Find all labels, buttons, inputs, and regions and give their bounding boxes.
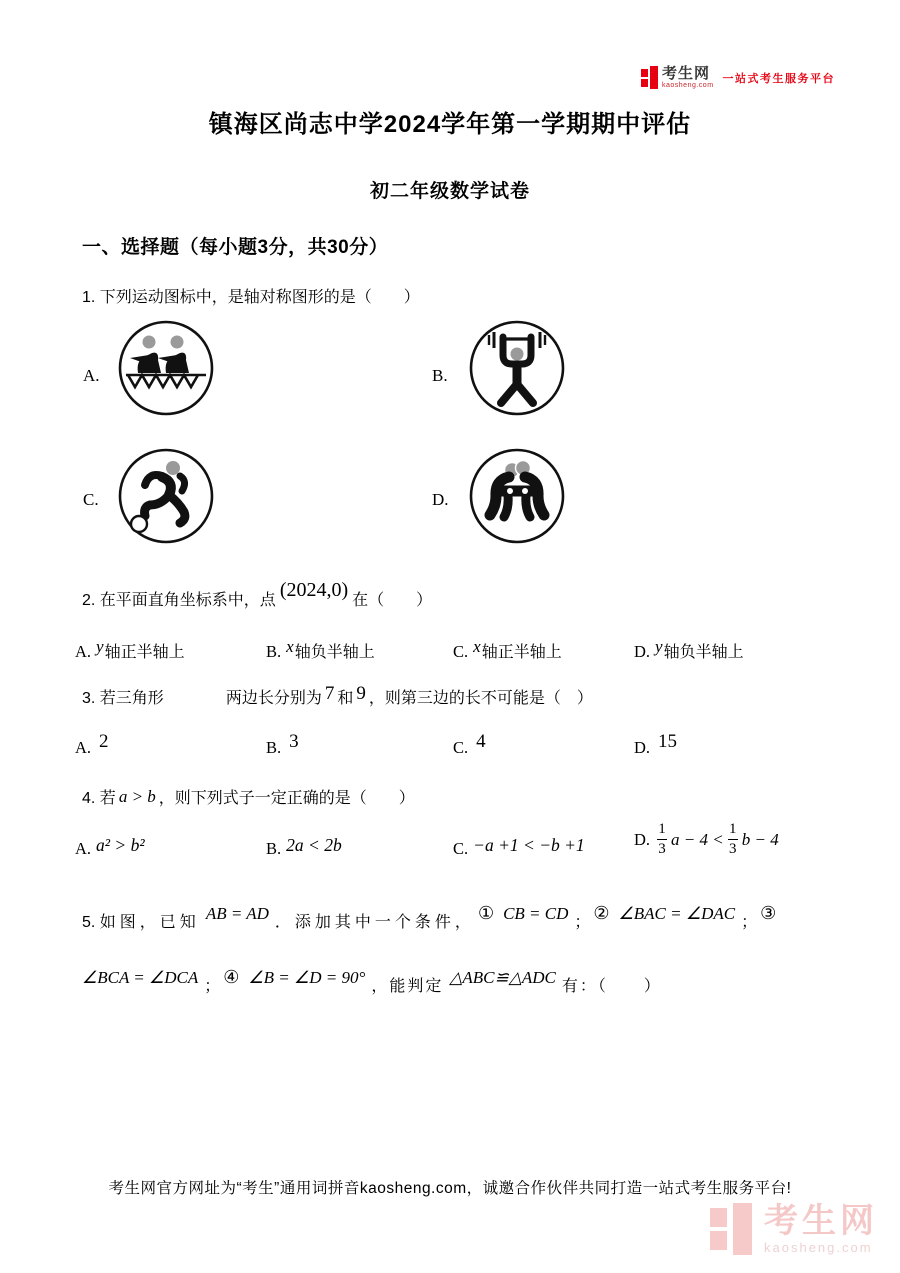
math-expression: a² > b²	[96, 835, 145, 855]
punctuation: ；	[574, 914, 591, 931]
math-expression: △ABC≌△ADC	[449, 968, 556, 987]
circled-number: ③	[760, 903, 777, 923]
q3-option-a	[75, 731, 109, 759]
wrestling-icon	[467, 446, 567, 546]
logo-domain-text: kaosheng.com	[662, 82, 714, 89]
math-expression: AB = AD	[205, 904, 269, 923]
exam-subtitle: 初二年级数学试卷	[369, 181, 530, 202]
q5-text: ．添加其中一个条件，	[274, 914, 475, 931]
q3-option-b	[266, 731, 299, 759]
option-label: A.	[75, 839, 92, 858]
question-1-stem: 1. 下列运动图标中，是轴对称图形的是（ ）	[82, 289, 420, 306]
math-number: 7	[324, 683, 335, 704]
q3-conj: 和	[337, 690, 354, 707]
option-label: B.	[266, 642, 282, 661]
q4-option-a	[75, 835, 145, 859]
watermark-brand-text: 考生网	[764, 1202, 878, 1240]
math-expression: ∠BAC = ∠DAC	[618, 904, 736, 923]
q3-option-d	[634, 731, 678, 759]
option-label: C.	[453, 839, 469, 858]
logo-block	[733, 1203, 752, 1255]
math-expression: −a +1 < −b +1	[473, 835, 585, 855]
option-label: A.	[75, 738, 92, 757]
option-label: B.	[266, 839, 282, 858]
question-5-stem-line1	[82, 903, 842, 935]
logo-block	[641, 69, 648, 77]
rowing-icon	[116, 318, 216, 418]
q3-text-pre: 若三角形	[99, 690, 164, 707]
header-logo	[641, 66, 835, 89]
question-2-stem	[82, 579, 433, 614]
question-5-stem-line2	[82, 967, 842, 999]
option-text: 轴正半轴上	[481, 644, 562, 661]
q3-option-c	[453, 731, 486, 759]
q3-text-post: ，则第三边的长不可能是（ ）	[368, 690, 593, 707]
section-heading: 一、选择题（每小题3分，共30分）	[82, 237, 389, 258]
math-expression: ∠BCA = ∠DCA	[82, 968, 199, 987]
option-value: 4	[476, 731, 486, 752]
q4-option-c	[453, 835, 585, 859]
math-expression: a − 4 <	[671, 829, 724, 849]
q3-number: 3.	[82, 690, 96, 707]
punctuation: ；	[204, 978, 221, 995]
math-variable: y	[655, 637, 663, 656]
fraction-denominator: 3	[729, 841, 737, 857]
logo-brand-text: 考生网	[662, 65, 711, 82]
weightlifting-icon	[467, 318, 567, 418]
math-number: 9	[356, 683, 366, 704]
q2-option-c	[453, 639, 562, 662]
option-text: 轴正半轴上	[104, 644, 185, 661]
question-3-stem	[82, 684, 593, 712]
circled-number: ①	[477, 903, 495, 923]
math-expression: ∠B = ∠D = 90°	[248, 968, 366, 987]
circled-number: ②	[593, 903, 610, 923]
option-label: D.	[634, 738, 651, 757]
q2-option-b	[266, 639, 375, 662]
option-text: 轴负半轴上	[663, 644, 744, 661]
math-condition: a > b	[118, 787, 156, 806]
logo-block	[650, 66, 658, 89]
logo-block	[710, 1208, 727, 1227]
option-label: A.	[75, 642, 92, 661]
exam-title: 镇海区尚志中学2024学年第一学期期中评估	[208, 111, 692, 138]
option-label: B.	[266, 738, 282, 757]
q3-text-mid: 两边长分别为	[225, 690, 322, 707]
option-value: 3	[289, 731, 299, 752]
fraction-numerator: 1	[658, 821, 666, 837]
punctuation: ；	[741, 914, 758, 931]
math-expression: CB = CD	[503, 904, 569, 923]
q2-point-math: (2024,0)	[279, 579, 349, 601]
logo-brand-group	[662, 66, 714, 89]
option-label: C.	[453, 738, 469, 757]
watermark-domain-text: kaosheng.com	[764, 1240, 873, 1255]
q1-option-a-label: A.	[83, 366, 100, 385]
math-expression: 2a < 2b	[286, 835, 342, 855]
option-text: 轴负半轴上	[294, 644, 375, 661]
math-expression: b − 4	[741, 829, 779, 849]
fraction-bar	[728, 839, 738, 840]
q4-text-post: ，则下列式子一定正确的是（ ）	[158, 790, 415, 807]
q5-text: ，能判定	[371, 978, 444, 995]
soccer-icon	[116, 446, 216, 546]
option-label: D.	[634, 829, 651, 849]
fraction-numerator: 1	[729, 821, 737, 837]
q4-number: 4.	[82, 790, 96, 807]
kaosheng-logo-icon	[641, 66, 659, 89]
circled-number: ④	[223, 967, 240, 987]
q2-number: 2.	[82, 592, 96, 609]
math-variable: x	[473, 637, 481, 656]
math-variable: x	[286, 637, 294, 656]
q5-text: 有：（ ）	[561, 978, 662, 995]
q4-option-d	[634, 822, 781, 857]
watermark-text-group	[764, 1204, 878, 1254]
option-value: 2	[99, 731, 109, 752]
fraction	[657, 822, 667, 857]
q2-option-a	[75, 639, 185, 662]
kaosheng-watermark-icon	[710, 1203, 756, 1255]
q1-option-b-label: B.	[432, 366, 448, 385]
watermark-logo	[710, 1203, 878, 1255]
q2-option-d	[634, 639, 744, 662]
question-4-stem	[82, 786, 415, 811]
fraction-bar	[657, 839, 667, 840]
q5-number: 5.	[82, 914, 96, 931]
q2-text-pre: 在平面直角坐标系中，点	[99, 592, 276, 609]
fraction	[728, 822, 738, 857]
q1-option-d-label: D.	[432, 490, 449, 509]
q5-text: 如图，已知	[99, 914, 200, 931]
logo-block	[641, 79, 648, 87]
q2-text-post: 在（ ）	[352, 592, 433, 609]
fraction-denominator: 3	[658, 841, 666, 857]
q4-option-b	[266, 835, 342, 859]
logo-tagline: 一站式考生服务平台	[722, 72, 836, 85]
option-value: 15	[658, 731, 678, 752]
logo-block	[710, 1231, 727, 1250]
footer-notice: 考生网官方网址为“考生”通用词拼音kaosheng.com，诚邀合作伙伴共同打造一站式考生服务平台!	[108, 1180, 792, 1197]
math-variable: y	[96, 637, 104, 656]
q4-text-pre: 若	[99, 790, 116, 807]
option-label: D.	[634, 642, 651, 661]
option-label: C.	[453, 642, 469, 661]
q1-option-c-label: C.	[83, 490, 99, 509]
